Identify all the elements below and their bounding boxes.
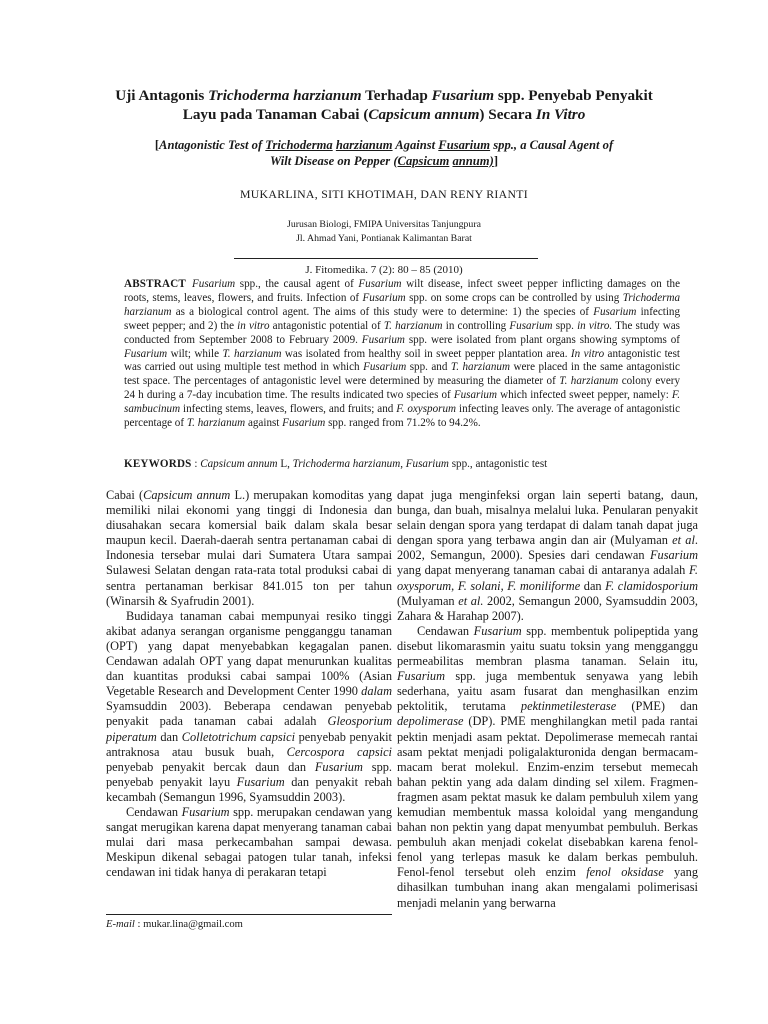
bracket: ]: [493, 154, 499, 168]
footnote-divider: [106, 914, 392, 915]
divider-line: [234, 258, 538, 259]
abstract-italic: T. harzianum: [450, 361, 510, 374]
article-title: [60, 86, 708, 124]
body-text: dapat juga menginfeksi organ lain seperti batang, daun, bunga, dan buah, misalnya melalui luka. Penularan penyakit selain dengan spora yang terdapat di dalam tanah dapat juga dengan spora yang terbawa angin dan air (Mulyaman: [397, 488, 698, 548]
paragraph: [397, 624, 698, 911]
body-text: penyebab penyakit antraknosa atau busuk buah,: [106, 729, 392, 759]
paragraph: [106, 609, 392, 805]
title-line-1: [60, 86, 708, 105]
keywords-text: L,: [277, 458, 293, 470]
body-italic: Gleosporium piperatum: [106, 714, 392, 744]
affiliation-line-2: Jl. Ahmad Yani, Pontianak Kalimantan Barat: [296, 232, 472, 244]
english-title-text: Wilt Disease on Pepper (: [269, 154, 398, 168]
body-italic: Fusarium: [397, 669, 446, 684]
abstract-text: in controlling: [442, 319, 510, 332]
body-italic: Fusarium: [473, 623, 522, 638]
abstract-text: were placed in the same antagonistic test space. The percentages of antagonistic level were determined by measuring the diameter of: [124, 361, 680, 388]
keyword-italic: Trichoderma harzianum: [292, 458, 401, 470]
body-text: spp. juga membentuk senyawa yang lebih sederhana, yaitu asam fusarat dan menghasilkan enzim pektolitik, terutama: [397, 669, 698, 714]
body-text: dan penyakit rebah kecambah (Semangun 1996, Syamsuddin 2003).: [106, 774, 393, 804]
paragraph: [106, 805, 392, 880]
abstract-italic: Fusarium: [361, 333, 405, 346]
body-text: (DP). PME menghilangkan metil pada rantai pektin menjadi asam pektat. Depolimerase memecah rantai asam pektat menjadi poligalakturonida dengan bermacam-macam berat molekul. Enzim-enzim tersebut memecah bahan pektin yang ada dalam dinding sel xilem. Fragmen-fragmen asam pektat masuk ke dalam pembuluh xilem yang kemudian membentuk massa koloidal yang mengandung bahan non pektin yang dapat menyumbat pembuluh. Berkas pembuluh akan menjadi cokelat disebabkan karena fenol-fenol yang terlepas masuk ke dalam berkas pembuluh. Fenol-fenol tersebut oleh enzim: [397, 714, 698, 880]
abstract-italic: Fusarium: [453, 389, 497, 402]
abstract-text: spp. on some crops can be controlled by using: [405, 291, 623, 304]
title-genus: Fusarium: [431, 87, 495, 104]
abstract-text: as a biological control agent. The aims of this study were to determine: 1) the species of: [171, 305, 594, 318]
title-line-2: [60, 105, 708, 124]
title-text: Terhadap: [361, 87, 432, 104]
body-column-right: [397, 488, 698, 911]
keyword-italic: Fusarium: [405, 458, 449, 470]
abstract-text: spp. were isolated from plant organs showing symptoms of: [404, 333, 680, 346]
english-title-text: Antagonistic Test of: [159, 138, 266, 152]
title-text: ) Secara: [479, 106, 536, 123]
paragraph: [106, 488, 392, 609]
body-italic: F. clamidosporium: [605, 578, 699, 593]
body-text: yang dihasilkan tumbuhan inang akan mengalami polimerisasi menjadi melanin yang berwarna: [397, 865, 698, 910]
abstract-text: wilt disease, infect sweet pepper inflicting damages on the roots, stems, leaves, flowers, and fruits. Infection of: [124, 278, 681, 304]
affiliation: [60, 218, 708, 245]
body-text: 2002, Semangun 2000, Syamsuddin 2003, Zahara & Harahap 2007).: [397, 593, 698, 623]
abstract-text: which infected sweet pepper, namely:: [497, 389, 672, 402]
english-title-genus: Capsicum: [397, 154, 450, 168]
abstract: [124, 278, 680, 431]
footnote-text: : mukar.lina@gmail.com: [134, 919, 243, 930]
body-italic: dalam: [361, 684, 392, 699]
abstract-text: infecting stems, leaves, flowers, and fruits; and: [180, 403, 397, 416]
body-italic: Fusarium: [181, 804, 230, 819]
english-title-line-2: [90, 153, 678, 169]
english-title-species: harzianum: [335, 138, 393, 152]
keywords-text: ,: [400, 458, 406, 470]
body-text: dan: [580, 578, 606, 593]
body-italic: fenol oksidase: [586, 865, 664, 880]
abstract-text: spp. ranged from 71.2% to 94.2%.: [325, 417, 481, 430]
body-text: (Mulyaman: [397, 593, 459, 608]
paragraph: [397, 488, 698, 624]
body-italic: F. solani, F. moniliforme: [457, 578, 581, 593]
body-text: Budidaya tanaman cabai mempunyai resiko tinggi akibat adanya serangan organisme pengganggu tanaman (OPT) yang dapat menyebabkan kegagalan panen. Cendawan adalah OPT yang dapat menurunkan kualitas dan kuantitas produksi cabai sampai 100% (Asian Vegetable Research and Development Center 1990: [106, 608, 392, 699]
abstract-italic: Fusarium: [509, 319, 553, 332]
body-italic: et al: [672, 533, 695, 548]
abstract-text: was isolated from healthy soil in sweet pepper plantation area.: [281, 347, 571, 360]
body-text: dan: [156, 729, 182, 744]
abstract-text: spp.: [552, 319, 578, 332]
english-title-genus: Fusarium: [438, 138, 491, 152]
body-italic: Colletotrichum capsici: [181, 729, 296, 744]
body-text: Syamsuddin 2003). Beberapa cendawan penyebab penyakit pada tanaman cabai adalah: [106, 699, 392, 729]
abstract-italic: Fusarium: [362, 291, 406, 304]
bracket: [: [154, 138, 160, 152]
body-text: L.) merupakan komoditas yang memiliki nilai ekonomi yang tinggi di Indonesia dan diusahakan secara komersial baik dalam skala besar maupun kecil. Daerah-daerah sentra pertanaman cabai di Indonesia tersebar mulai dari Sumatera Utara sampai Sulawesi Selatan dengan rata-rata total produksi cabai di sentra pertanaman berkisar 841.015 ton per tahun (Winarsih & Syafrudin 2001).: [106, 488, 392, 608]
affiliation-line-1: Jurusan Biologi, FMIPA Universitas Tanjungpura: [287, 219, 481, 230]
abstract-italic: Fusarium: [282, 417, 326, 430]
body-italic: F. oxysporum: [397, 563, 698, 593]
abstract-text: wilt; while: [167, 347, 223, 360]
title-text: Uji Antagonis: [115, 87, 209, 104]
abstract-text: spp., the causal agent of: [235, 278, 359, 290]
body-italic: Fusarium: [649, 548, 698, 563]
abstract-text: spp. and: [406, 361, 451, 374]
title-in-vitro: In Vitro: [535, 106, 586, 123]
body-column-left: [106, 488, 392, 880]
abstract-italic: in vitro: [237, 319, 270, 332]
title-species: Trichoderma harzianum: [208, 87, 362, 104]
title-text: Layu pada Tanaman Cabai (: [182, 106, 369, 123]
body-italic: depolimerase: [397, 714, 464, 729]
abstract-italic: Trichoderma harzianum: [124, 291, 681, 318]
english-title-line-1: [90, 137, 678, 153]
abstract-italic: Fusarium: [192, 278, 236, 290]
footnote-label: E-mail: [106, 919, 135, 930]
abstract-italic: T. harzianum: [186, 417, 246, 430]
abstract-label: ABSTRACT: [124, 278, 187, 290]
english-title-species: annum): [452, 154, 494, 168]
keyword-italic: Capsicum annum: [200, 458, 278, 470]
abstract-italic: Fusarium: [358, 278, 402, 290]
abstract-text: antagonistic potential of: [269, 319, 384, 332]
body-text: penyebab penyakit bercak daun dan: [106, 759, 315, 774]
title-species: Capsicum annum: [368, 106, 480, 123]
abstract-text: colony every 24 h during a 7-day incubation time. The results indicated two species of: [124, 375, 680, 402]
abstract-italic: Fusarium: [363, 361, 407, 374]
body-italic: pektinmetilesterase: [520, 699, 617, 714]
body-text: . 2002, Semangun, 2000). Spesies dari cendawan: [397, 533, 698, 563]
abstract-text: infecting sweet pepper; and 2) the: [124, 305, 681, 332]
keywords-text: spp., antagonistic test: [448, 458, 548, 470]
authors: MUKARLINA, SITI KHOTIMAH, DAN RENY RIANTI: [239, 187, 529, 201]
footnote-email: [106, 919, 243, 930]
body-italic: Capsicum annum: [143, 488, 231, 502]
body-italic: Fusarium: [236, 774, 285, 789]
abstract-italic: Fusarium: [124, 347, 168, 360]
body-italic: et al.: [458, 593, 484, 608]
body-italic: Cercospora capsici: [286, 744, 392, 759]
english-title-text: spp., a Causal Agent of: [490, 138, 614, 152]
english-title-genus: Trichoderma: [265, 138, 333, 152]
abstract-italic: F. oxysporum: [396, 403, 457, 416]
abstract-italic: in vitro.: [577, 319, 613, 332]
keywords: [124, 457, 680, 471]
keywords-label: KEYWORDS: [124, 458, 192, 470]
abstract-italic: T. harzianum: [222, 347, 282, 360]
body-text: spp. membentuk polipeptida yang disebut likomarasmin yaitu suatu toksin yang mengganggu permeabilitas membran plasma tanaman. Selain itu,: [397, 623, 698, 669]
abstract-text: antagonistic test was carried out using multiple test method in which: [124, 347, 681, 374]
abstract-italic: T. harzianum: [383, 319, 443, 332]
english-title: [90, 137, 678, 169]
abstract-text: against: [245, 417, 283, 430]
body-text: Cendawan: [126, 804, 182, 819]
body-text: yang dapat menyerang tanaman cabai di antaranya adalah: [397, 563, 689, 578]
abstract-italic: In vitro: [570, 347, 605, 360]
keywords-text: :: [191, 458, 201, 470]
abstract-italic: T. harzianum: [559, 375, 619, 388]
body-text: (PME) dan: [616, 699, 698, 714]
body-text: spp. penyebab penyakit layu: [106, 759, 392, 789]
body-text: Cendawan: [417, 623, 474, 638]
english-title-text: Against: [392, 138, 439, 152]
abstract-text: The study was conducted from September 2008 to February 2009.: [124, 319, 681, 346]
abstract-italic: Fusarium: [593, 305, 637, 318]
journal-citation: J. Fitomedika. 7 (2): 80 – 85 (2010): [305, 264, 463, 276]
body-text: Cabai (: [106, 488, 144, 502]
body-italic: Fusarium: [314, 759, 363, 774]
title-text: spp. Penyebab Penyakit: [494, 87, 653, 104]
abstract-italic: F. sambucinum: [124, 389, 680, 416]
body-text: ,: [451, 578, 458, 593]
body-text: spp. merupakan cendawan yang sangat merugikan karena dapat menyerang tanaman cabai mulai dari masa perkecambahan sampai dewasa. Meskipun dikenal sebagai patogen tular tanah, infeksi cendawan ini tidak hanya di perakaran tetapi: [106, 804, 392, 880]
abstract-text: infecting leaves only. The average of antagonistic percentage of: [124, 403, 681, 430]
